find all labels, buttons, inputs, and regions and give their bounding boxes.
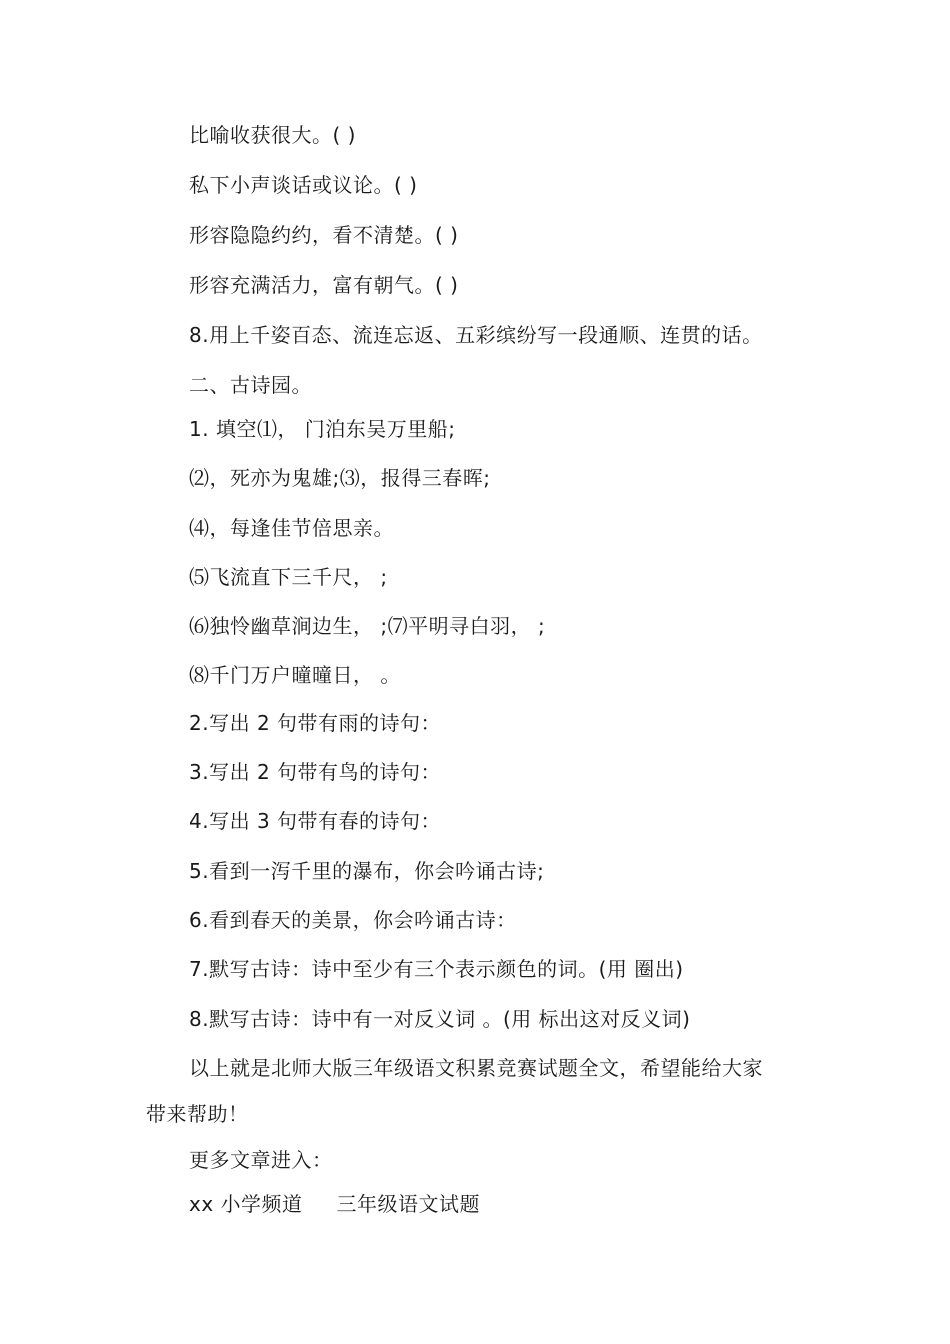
link-primary-school-channel[interactable]: xx 小学频道 [189,1192,303,1216]
link-grade3-chinese-tests[interactable]: 三年级语文试题 [336,1192,481,1216]
text-line: ⑸飞流直下三千尺， ; [189,565,388,589]
text-line: 比喻收获很大。( ) [189,123,356,147]
text-line: 形容隐隐约约，看不清楚。( ) [189,223,459,247]
text-line: ⑵，死亦为鬼雄;⑶，报得三春晖; [189,466,491,490]
text-line: 5.看到一泻千里的瀑布，你会吟诵古诗; [189,859,545,883]
text-line: ⑻千门万户曈曈日， 。 [189,663,401,687]
text-line: 7.默写古诗：诗中至少有三个表示颜色的词。(用 圈出) [189,957,684,981]
text-line: 1. 填空⑴， 门泊东吴万里船; [189,417,456,441]
text-line: ⑹独怜幽草涧边生， ;⑺平明寻白羽， ; [189,614,546,638]
text-line: 形容充满活力，富有朝气。( ) [189,273,459,297]
text-line: ⑷，每逢佳节倍思亲。 [189,516,394,540]
text-line: 3.写出 2 句带有鸟的诗句： [189,760,442,784]
text-line: 私下小声谈话或议论。( ) [189,173,418,197]
more-links [189,1190,480,1218]
text-line: 6.看到春天的美景，你会吟诵古诗： [189,908,517,932]
text-line: 8.用上千姿百态、流连忘返、五彩缤纷写一段通顺、连贯的话。 [189,323,763,347]
text-line: 2.写出 2 句带有雨的诗句： [189,711,442,735]
text-line: 4.写出 3 句带有春的诗句： [189,809,442,833]
section-heading: 二、古诗园。 [189,373,312,397]
closing-line-1: 以上就是北师大版三年级语文积累竞赛试题全文，希望能给大家 [189,1056,763,1080]
more-articles-label: 更多文章进入： [189,1148,333,1172]
closing-line-2: 带来帮助！ [146,1102,249,1126]
text-line: 8.默写古诗：诗中有一对反义词 。(用 标出这对反义词) [189,1007,691,1031]
